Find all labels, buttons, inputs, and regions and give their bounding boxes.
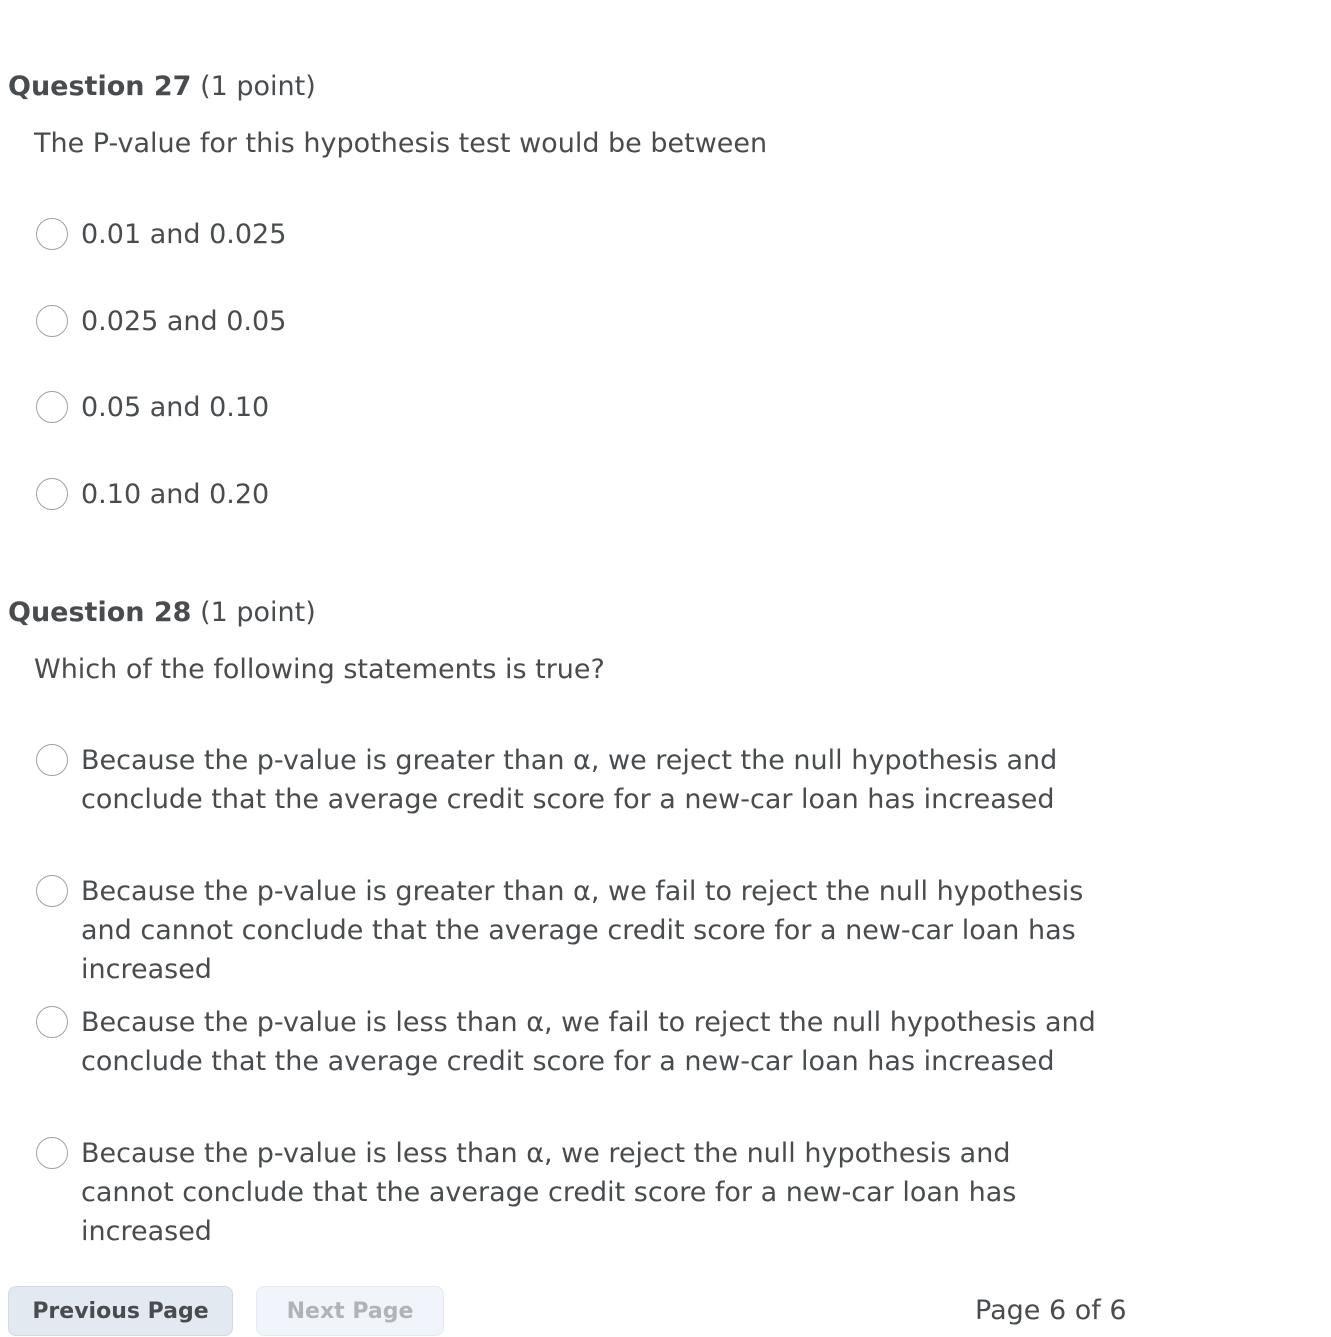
radio-button[interactable]: [36, 1006, 68, 1038]
question-28-header: [8, 596, 316, 630]
q28-option-2[interactable]: [36, 875, 1141, 989]
question-28-prompt: Which of the following statements is true?: [34, 654, 605, 685]
previous-page-button[interactable]: Previous Page: [8, 1286, 233, 1336]
option-label[interactable]: Because the p-value is greater than α, we reject the null hypothesis and conclude that the average credit score for a new-car loan has increased: [81, 745, 1058, 815]
option-label[interactable]: 0.10 and 0.20: [81, 479, 270, 510]
option-label[interactable]: Because the p-value is greater than α, we fail to reject the null hypothesis and cannot conclude that the average credit score for a new-car loan has increased: [81, 876, 1084, 985]
radio-button[interactable]: [36, 875, 68, 907]
q27-option-4[interactable]: [36, 478, 269, 514]
option-label[interactable]: Because the p-value is less than α, we fail to reject the null hypothesis and conclude that the average credit score for a new-car loan has increased: [81, 1007, 1096, 1077]
radio-button[interactable]: [36, 391, 68, 423]
option-label[interactable]: Because the p-value is less than α, we reject the null hypothesis and cannot conclude that the average credit score for a new-car loan has increased: [81, 1138, 1017, 1247]
option-label[interactable]: 0.025 and 0.05: [81, 306, 287, 337]
radio-button[interactable]: [36, 305, 68, 337]
page-indicator: Page 6 of 6: [975, 1295, 1127, 1326]
q28-option-4[interactable]: [36, 1137, 1101, 1251]
option-label[interactable]: 0.01 and 0.025: [81, 219, 287, 250]
question-number: Question 28: [8, 597, 192, 628]
next-page-button[interactable]: Next Page: [256, 1286, 444, 1336]
q27-option-2[interactable]: [36, 305, 286, 341]
radio-button[interactable]: [36, 478, 68, 510]
question-number: Question 27: [8, 71, 192, 102]
question-27-header: [8, 70, 316, 104]
q28-option-1[interactable]: [36, 744, 1101, 819]
question-points: (1 point): [200, 597, 316, 628]
q27-option-1[interactable]: [36, 218, 286, 254]
option-label[interactable]: 0.05 and 0.10: [81, 392, 270, 423]
question-points: (1 point): [200, 71, 316, 102]
q28-option-3[interactable]: [36, 1006, 1101, 1081]
radio-button[interactable]: [36, 218, 68, 250]
radio-button[interactable]: [36, 1137, 68, 1169]
q27-option-3[interactable]: [36, 391, 269, 427]
question-27-prompt: The P-value for this hypothesis test would be between: [34, 128, 768, 159]
radio-button[interactable]: [36, 744, 68, 776]
